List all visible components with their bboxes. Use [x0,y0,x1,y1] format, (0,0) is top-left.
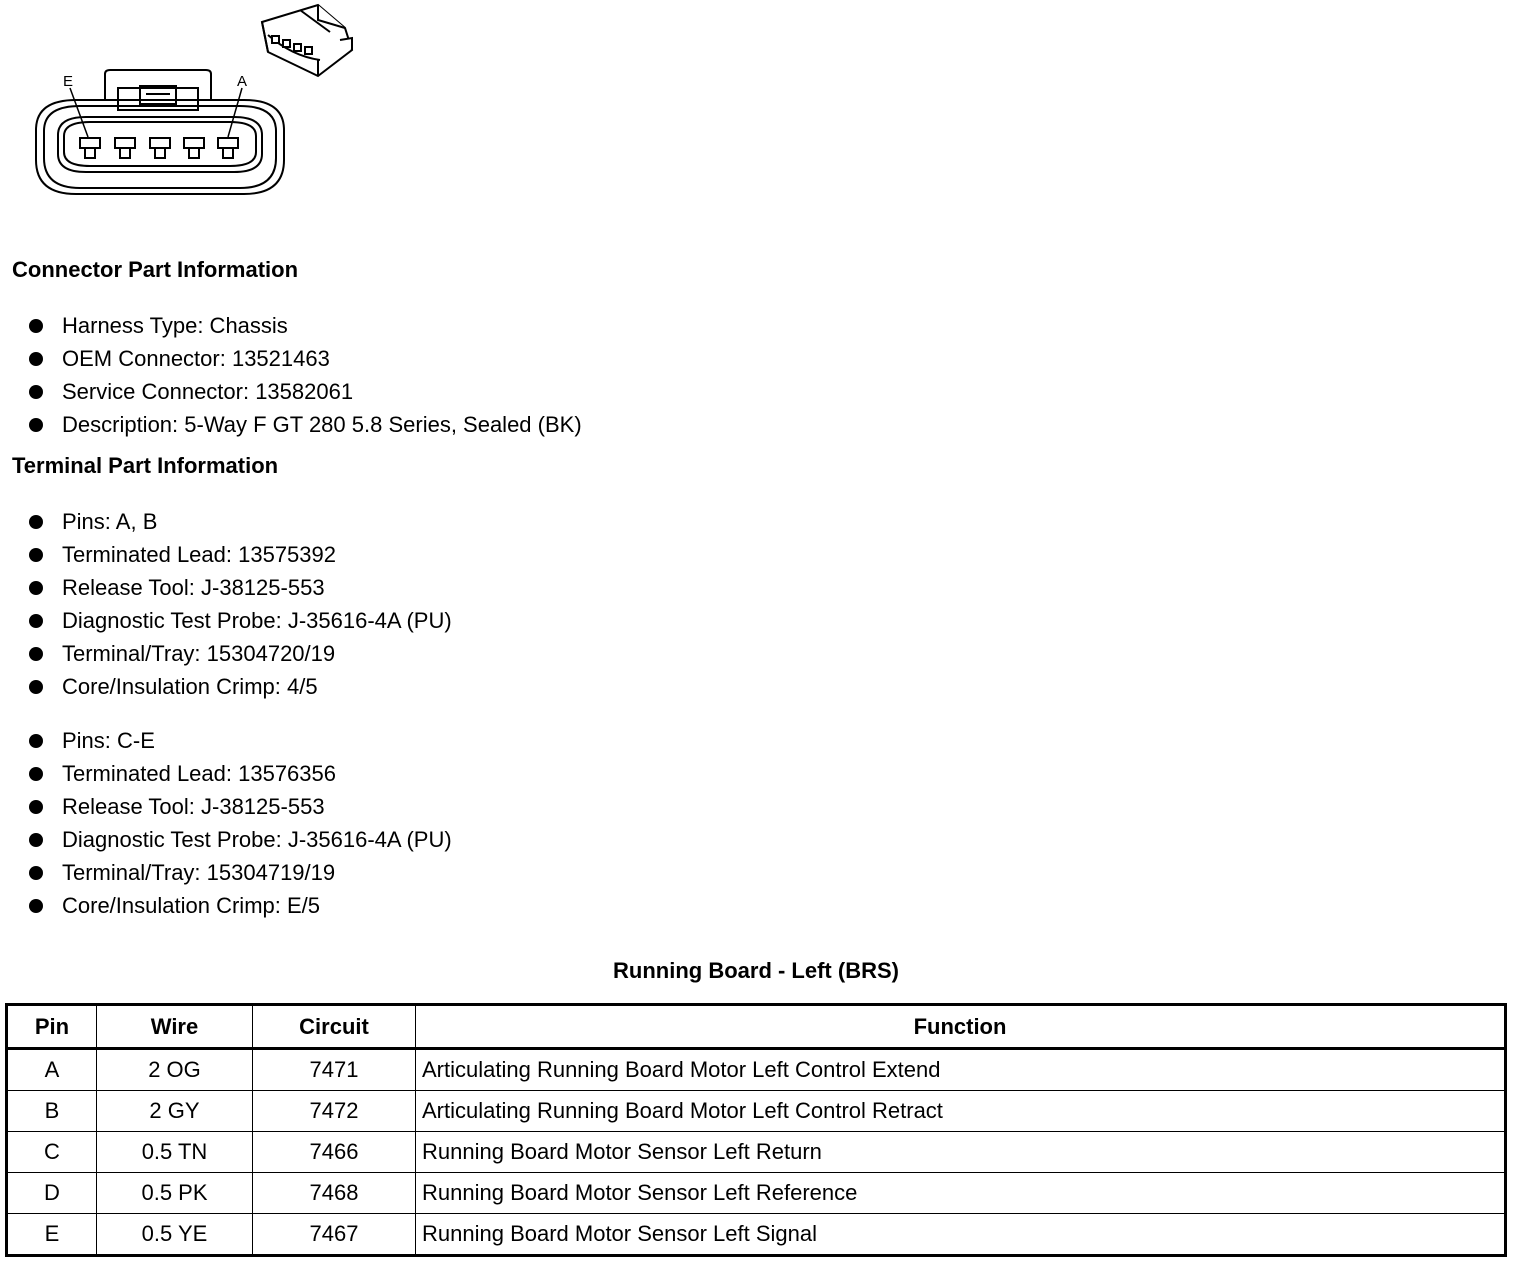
list-item-text: Release Tool: J-38125-553 [62,575,325,600]
cell-pin: D [7,1173,97,1214]
table-row [7,1049,1506,1091]
bullet-icon [29,515,43,529]
connector-diagram [0,0,380,215]
cell-pin: E [7,1214,97,1256]
connector-3d-sketch [262,5,352,76]
list-item [0,724,452,757]
bullet-icon [29,833,43,847]
list-item [0,604,452,637]
pin-label-e: E [63,73,74,90]
pin-cavity [218,138,238,158]
list-item [0,856,452,889]
bullet-icon [29,680,43,694]
list-item-text: Pins: A, B [62,509,158,534]
cell-wire: 0.5 YE [97,1214,253,1256]
list-item [0,309,582,342]
list-item-text: Harness Type: Chassis [62,313,288,338]
terminal-info-list-ce [0,724,452,922]
pinout-table [5,1003,1507,1257]
list-item-text: Core/Insulation Crimp: 4/5 [62,674,318,699]
column-header-pin: Pin [7,1005,97,1049]
bullet-icon [29,548,43,562]
cell-circuit: 7471 [253,1049,416,1091]
list-item [0,342,582,375]
bullet-icon [29,899,43,913]
bullet-icon [29,866,43,880]
list-item [0,823,452,856]
cell-circuit: 7468 [253,1173,416,1214]
pin-cavity [80,138,100,158]
connector-info-list [0,309,582,441]
pin-cavity [184,138,204,158]
pin-cavity [115,138,135,158]
cell-pin: A [7,1049,97,1091]
list-item [0,889,452,922]
cell-circuit: 7466 [253,1132,416,1173]
pin-leaders [70,88,242,137]
cell-wire: 2 OG [97,1049,253,1091]
list-item [0,757,452,790]
table-row [7,1132,1506,1173]
list-item-text: Terminated Lead: 13576356 [62,761,336,786]
bullet-icon [29,647,43,661]
list-item [0,375,582,408]
cell-wire: 2 GY [97,1091,253,1132]
bullet-icon [29,385,43,399]
list-item-text: Terminated Lead: 13575392 [62,542,336,567]
list-item [0,408,582,441]
pin-cavities [80,138,238,158]
list-item [0,505,452,538]
bullet-icon [29,581,43,595]
list-item-text: Description: 5-Way F GT 280 5.8 Series, Sealed (BK) [62,412,582,437]
table-header-row [7,1005,1506,1049]
cell-circuit: 7467 [253,1214,416,1256]
column-header-circuit: Circuit [253,1005,416,1049]
list-item-text: Core/Insulation Crimp: E/5 [62,893,320,918]
list-item-text: Diagnostic Test Probe: J-35616-4A (PU) [62,827,452,852]
table-title: Running Board - Left (BRS) [613,958,899,983]
table-row [7,1214,1506,1256]
list-item [0,571,452,604]
list-item-text: Diagnostic Test Probe: J-35616-4A (PU) [62,608,452,633]
cell-pin: B [7,1091,97,1132]
list-item [0,790,452,823]
cell-function: Running Board Motor Sensor Left Return [416,1132,1506,1173]
cell-wire: 0.5 PK [97,1173,253,1214]
pin-label-a: A [237,73,248,90]
column-header-function: Function [416,1005,1506,1049]
list-item-text: Service Connector: 13582061 [62,379,354,404]
bullet-icon [29,352,43,366]
list-item [0,637,452,670]
column-header-wire: Wire [97,1005,253,1049]
list-item-text: Terminal/Tray: 15304720/19 [62,641,336,666]
list-item-text: OEM Connector: 13521463 [62,346,330,371]
list-item [0,538,452,571]
pin-cavity [150,138,170,158]
list-item-text: Pins: C-E [62,728,155,753]
cell-function: Running Board Motor Sensor Left Signal [416,1214,1506,1256]
list-item-text: Terminal/Tray: 15304719/19 [62,860,336,885]
cell-wire: 0.5 TN [97,1132,253,1173]
cell-pin: C [7,1132,97,1173]
table-row [7,1091,1506,1132]
terminal-info-list-ab [0,505,452,703]
bullet-icon [29,800,43,814]
connector-info-heading: Connector Part Information [12,257,299,282]
cell-circuit: 7472 [253,1091,416,1132]
list-item-text: Release Tool: J-38125-553 [62,794,325,819]
bullet-icon [29,734,43,748]
bullet-icon [29,614,43,628]
bullet-icon [29,418,43,432]
bullet-icon [29,767,43,781]
terminal-info-heading: Terminal Part Information [12,453,279,478]
cell-function: Articulating Running Board Motor Left Control Retract [416,1091,1506,1132]
list-item [0,670,452,703]
table-row [7,1173,1506,1214]
cell-function: Articulating Running Board Motor Left Control Extend [416,1049,1506,1091]
cell-function: Running Board Motor Sensor Left Reference [416,1173,1506,1214]
bullet-icon [29,319,43,333]
